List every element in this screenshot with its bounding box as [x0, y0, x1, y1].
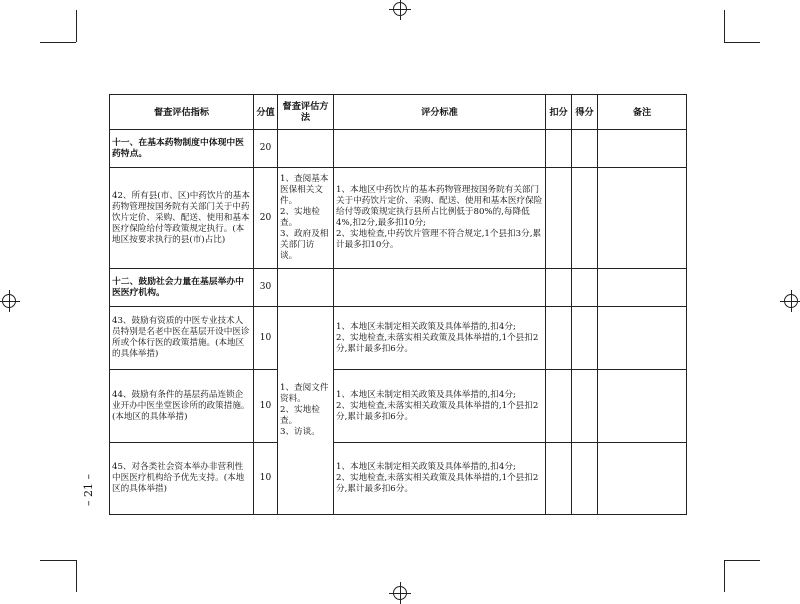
crop-mark — [40, 560, 76, 561]
indicator-text: 45、对各类社会资本举办非营利性中医医疗机构给予优先支持。(本地区的具体举措) — [110, 443, 254, 515]
method-text: 1、查阅基本医保相关文件。 2、实地检查。 3、政府及相关部门访谈。 — [278, 168, 334, 269]
crop-mark — [76, 10, 77, 42]
header-earned: 得分 — [572, 95, 598, 130]
score-value: 10 — [254, 370, 278, 443]
section-title: 十二、鼓励社会力量在基层举办中医医疗机构。 — [110, 269, 254, 307]
table-row — [110, 269, 687, 307]
score-value: 20 — [254, 168, 278, 269]
page-number: – 21 – — [82, 474, 95, 506]
header-score: 分值 — [254, 95, 278, 130]
indicator-text: 44、鼓励有条件的基层药品连锁企业开办中医坐堂医诊所的政策措施。(本地区的具体举措) — [110, 370, 254, 443]
score-value: 10 — [254, 307, 278, 370]
indicator-text: 43、鼓励有资质的中医专业技术人员特别是名老中医在基层开设中医诊所或个体行医的政策措施。(本地区的具体举措) — [110, 307, 254, 370]
score-value: 30 — [254, 269, 278, 307]
table-row — [110, 370, 687, 443]
criteria-text: 1、本地区中药饮片的基本药物管理按国务院有关部门关于中药饮片定价、采购、配送、使用和基本医疗保险给付等政策规定执行县所占比例低于80%的,每降低4%,扣2分,最多扣10分; 2、实地检查,中药饮片管理不符合规定,1个县扣3分,累计最多扣10分。 — [334, 168, 546, 269]
header-remarks: 备注 — [598, 95, 687, 130]
registration-mark-icon — [784, 294, 798, 308]
indicator-text: 42、所有县(市、区)中药饮片的基本药物管理按国务院有关部门关于中药饮片定价、采购、配送、使用和基本医疗保险给付等政策规定执行。(本地区按要求执行的县(市)占比) — [110, 168, 254, 269]
header-criteria: 评分标准 — [334, 95, 546, 130]
crop-mark — [40, 42, 76, 43]
score-value: 20 — [254, 130, 278, 168]
crop-mark — [76, 560, 77, 592]
registration-mark-icon — [393, 586, 407, 600]
table-row — [110, 130, 687, 168]
criteria-text: 1、本地区未制定相关政策及具体举措的,扣4分; 2、实地检查,未落实相关政策及具体举措的,1个县扣2分,累计最多扣6分。 — [334, 370, 546, 443]
crop-mark — [724, 42, 760, 43]
header-deduct: 扣分 — [546, 95, 572, 130]
table-row — [110, 307, 687, 370]
table-row — [110, 168, 687, 269]
registration-mark-icon — [393, 2, 407, 16]
criteria-text: 1、本地区未制定相关政策及具体举措的,扣4分; 2、实地检查,未落实相关政策及具体举措的,1个县扣2分,累计最多扣6分。 — [334, 443, 546, 515]
method-text: 1、查阅文件资料。 2、实地检查。 3、访谈。 — [278, 307, 334, 515]
section-title: 十一、在基本药物制度中体现中医药特点。 — [110, 130, 254, 168]
header-row — [110, 95, 687, 130]
header-indicator: 督查评估指标 — [110, 95, 254, 130]
registration-mark-icon — [2, 294, 16, 308]
crop-mark — [724, 10, 725, 42]
table-row — [110, 443, 687, 515]
crop-mark — [724, 560, 760, 561]
score-value: 10 — [254, 443, 278, 515]
evaluation-table — [109, 94, 687, 515]
crop-mark — [724, 560, 725, 592]
criteria-text: 1、本地区未制定相关政策及具体举措的,扣4分; 2、实地检查,未落实相关政策及具体举措的,1个县扣2分,累计最多扣6分。 — [334, 307, 546, 370]
header-method: 督查评估方法 — [278, 95, 334, 130]
